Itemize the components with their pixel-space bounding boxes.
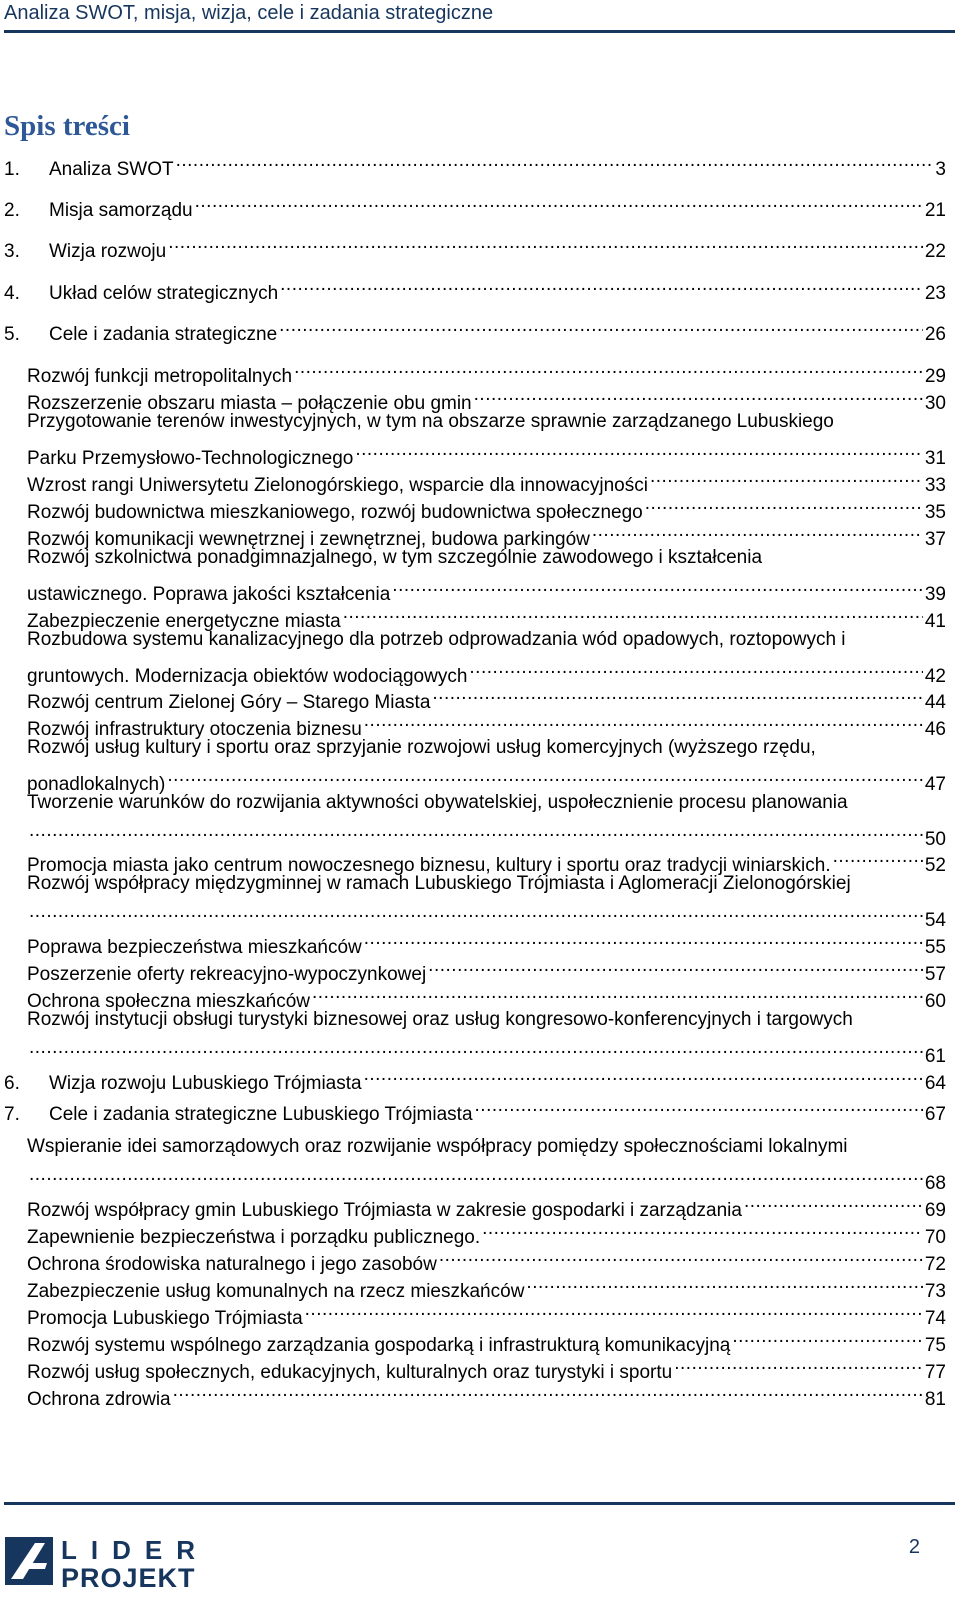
toc-entry-text: Ochrona zdrowia [27,1389,171,1410]
toc-entry-page: 22 [924,241,946,262]
logo-word-top: LIDER [61,1535,209,1565]
toc-entry-page: 77 [924,1362,946,1383]
toc-entry-text: Rozwój szkolnictwa ponadgimnazjalnego, w tym szczególnie zawodowego i kształcenia [27,547,763,568]
toc-entry-text: Rozwój współpracy międzygminnej w ramach Lubuskiego Trójmiasta i Aglomeracji Zielonogórskiej [27,873,851,894]
dot-leader [732,1323,923,1351]
dot-leader [650,463,923,491]
toc-entry-text: Rozszerzenie obszaru miasta – połączenie obu gmin [27,393,472,414]
toc-entry-page: 29 [924,366,946,387]
toc-entry[interactable] [4,229,946,262]
toc-entry-text-continued: ponadlokalnych) [27,774,166,795]
dot-leader [29,898,923,926]
dot-leader [833,843,923,871]
toc-entry[interactable] [4,271,946,304]
toc-entry-page: 60 [924,991,946,1012]
toc-entry-page: 74 [924,1308,946,1329]
dot-leader [592,517,923,545]
toc-entry-page: 42 [924,666,946,687]
toc-entry-page: 81 [924,1389,946,1410]
toc-entry-text: Rozwój usług społecznych, edukacyjnych, kulturalnych oraz turystyki i sportu [27,1362,673,1383]
dot-leader [469,654,922,682]
toc-entry[interactable] [27,1188,946,1221]
dot-leader [364,1061,923,1089]
dot-leader [355,436,923,464]
toc-entry-text: Rozwój współpracy gmin Lubuskiego Trójmiasta w zakresie gospodarki i zarządzania [27,1200,742,1221]
toc-entry-number: 1. [4,159,20,180]
toc-entry-text: Ochrona środowiska naturalnego i jego zasobów [27,1254,437,1275]
toc-entry[interactable] [27,870,946,931]
dot-leader [364,925,923,953]
toc-entry-text: Rozbudowa systemu kanalizacyjnego dla potrzeb odprowadzania wód opadowych, roztopowych i [27,629,846,650]
toc-entry-text: Cele i zadania strategiczne Lubuskiego Trójmiasta [49,1104,473,1125]
toc-entry-text: Zabezpieczenie usług komunalnych na rzecz mieszkańców [27,1281,525,1302]
toc-entry[interactable] [27,463,946,496]
toc-entry-page: 69 [924,1200,946,1221]
toc-entry-text: Tworzenie warunków do rozwijania aktywności obywatelskiej, uspołecznienie procesu planowania [27,792,848,813]
toc-entry-page: 46 [924,719,946,740]
dot-leader [279,312,923,340]
toc-entry[interactable] [27,1269,946,1302]
toc-entry-text: Rozwój budownictwa mieszkaniowego, rozwój budownictwa społecznego [27,502,643,523]
toc-entry-text: Rozwój funkcji metropolitalnych [27,366,293,387]
toc-entry[interactable] [27,354,946,387]
dot-leader [168,229,923,257]
toc-entry-number: 4. [4,283,20,304]
toc-entry[interactable] [27,1133,946,1194]
dot-leader [439,1242,923,1270]
toc-entry-page: 21 [924,200,946,221]
dot-leader [526,1269,922,1297]
dot-leader [294,354,923,382]
toc-entry-page: 61 [924,1046,946,1067]
header-title: Analiza SWOT, misja, wizja, cele i zadania strategiczne [4,2,494,24]
toc-entry-page: 39 [924,584,946,605]
dot-leader [173,1377,923,1405]
toc-entry-number: 7. [4,1104,20,1125]
toc-entry-text: Promocja Lubuskiego Trójmiasta [27,1308,303,1329]
dot-leader [167,762,922,790]
toc-entry[interactable] [27,517,946,550]
toc-entry[interactable] [27,1215,946,1248]
toc-entry-text: Promocja miasta jako centrum nowoczesnego biznesu, kultury i sportu oraz tradycji winiarskich. [27,855,831,876]
toc-entry-text: Przygotowanie terenów inwestycyjnych, w tym na obszarze sprawnie zarządzanego Lubuskiego [27,411,834,432]
toc-entry[interactable] [27,979,946,1012]
toc-entry[interactable] [4,188,946,221]
toc-entry[interactable] [27,408,946,469]
toc-entry-page: 72 [924,1254,946,1275]
toc-entry-page: 23 [924,283,946,304]
toc-entry-text: Ochrona społeczna mieszkańców [27,991,311,1012]
dot-leader [428,952,923,980]
toc-entry[interactable] [27,1350,946,1383]
toc-entry-text: Cele i zadania strategiczne [49,324,278,345]
dot-leader [364,707,923,735]
dot-leader [29,1161,923,1189]
dot-leader [475,1092,923,1120]
dot-leader [482,1215,923,1243]
toc-entry[interactable] [4,1092,946,1125]
dot-leader [195,188,923,216]
toc-entry-page: 30 [924,393,946,414]
toc-entry[interactable] [27,1006,946,1067]
lider-projekt-logo [5,1519,235,1609]
toc-entry[interactable] [27,925,946,958]
dot-leader [474,381,923,409]
dot-leader [29,1034,923,1062]
toc-entry-page: 37 [924,529,946,550]
toc-entry-page: 47 [924,774,946,795]
toc-entry-text-continued: gruntowych. Modernizacja obiektów wodociągowych [27,666,468,687]
toc-entry[interactable] [27,1296,946,1329]
toc-entry-text: Misja samorządu [49,200,193,221]
dot-leader [312,979,923,1007]
toc-entry-number: 5. [4,324,20,345]
toc-entry-text-continued: Parku Przemysłowo-Technologicznego [27,448,354,469]
page-footer [0,1500,960,1611]
toc-entry-page: 70 [924,1227,946,1248]
toc-entry-page: 57 [924,964,946,985]
toc-entry-page: 75 [924,1335,946,1356]
toc-entry-page: 64 [924,1073,946,1094]
header-rule [4,30,955,33]
toc-entry[interactable] [27,626,946,687]
toc-entry-text: Wizja rozwoju [49,241,167,262]
toc-entry[interactable] [4,1061,946,1094]
dot-leader [305,1296,923,1324]
toc-entry-page: 73 [924,1281,946,1302]
toc-entry-page: 68 [924,1173,946,1194]
toc-entry-text: Analiza SWOT [49,159,174,180]
toc-entry-page: 52 [924,855,946,876]
logo-word-bottom: PROJEKT [61,1563,196,1593]
toc-entry[interactable] [27,381,946,414]
dot-leader [645,490,923,518]
toc-entry-text: Zapewnienie bezpieczeństwa i porządku publicznego. [27,1227,481,1248]
toc-entry[interactable] [27,680,946,713]
toc-entry-number: 2. [4,200,20,221]
toc-entry-page: 31 [924,448,946,469]
toc-entry-text: Poszerzenie oferty rekreacyjno-wypoczynkowej [27,964,427,985]
toc-entry-page: 26 [924,324,946,345]
dot-leader [343,599,923,627]
dot-leader [432,680,922,708]
toc-entry[interactable] [27,734,946,795]
toc-entry[interactable] [27,1377,946,1410]
toc-entry-page: 67 [924,1104,946,1125]
toc-entry-page: 55 [924,937,946,958]
page-number: 2 [908,1536,920,1558]
toc-entry[interactable] [4,312,946,345]
toc-entry-page: 44 [924,692,946,713]
toc-entry-text: Rozwój centrum Zielonej Góry – Starego Miasta [27,692,431,713]
toc-entry-page: 50 [924,829,946,850]
toc-entry-text: Rozwój systemu wspólnego zarządzania gospodarką i infrastrukturą komunikacyjną [27,1335,731,1356]
toc-entry-text: Poprawa bezpieczeństwa mieszkańców [27,937,362,958]
toc-entry-text: Wzrost rangi Uniwersytetu Zielonogórskiego, wsparcie dla innowacyjności [27,475,648,496]
toc-entry[interactable] [27,1323,946,1356]
toc-entry-text: Zabezpieczenie energetyczne miasta [27,611,341,632]
running-header [0,0,960,40]
toc-entry[interactable] [27,599,946,632]
toc-title: Spis treści [4,110,130,142]
toc-entry-page: 54 [924,910,946,931]
toc-entry[interactable] [27,544,946,605]
toc-entry[interactable] [27,490,946,523]
footer-rule [4,1502,955,1505]
toc-entry-text: Rozwój usług kultury i sportu oraz sprzyjanie rozwojowi usług komercyjnych (wyższego rzędu, [27,737,816,758]
dot-leader [29,817,923,845]
toc-entry[interactable] [27,843,946,876]
toc-entry-page: 33 [924,475,946,496]
toc-entry[interactable] [27,1242,946,1275]
toc-entry-page: 35 [924,502,946,523]
toc-entry-text: Rozwój instytucji obsługi turystyki biznesowej oraz usług kongresowo-konferencyjnych i targowych [27,1009,853,1030]
dot-leader [280,271,923,299]
toc-entry-text-continued: ustawicznego. Poprawa jakości kształcenia [27,584,391,605]
toc-entry-text: Rozwój infrastruktury otoczenia biznesu [27,719,362,740]
toc-entry-text: Wizja rozwoju Lubuskiego Trójmiasta [49,1073,362,1094]
dot-leader [674,1350,923,1378]
toc-entry-page: 3 [935,159,946,180]
toc-entry[interactable] [27,707,946,740]
toc-entry[interactable] [4,147,946,180]
toc-entry-text: Rozwój komunikacji wewnętrznej i zewnętrznej, budowa parkingów [27,529,590,550]
dot-leader [744,1188,923,1216]
dot-leader [392,572,923,600]
toc-entry[interactable] [27,789,946,850]
dot-leader [176,147,934,175]
toc-entry-number: 6. [4,1073,20,1094]
toc-entry-number: 3. [4,241,20,262]
toc-entry-text: Układ celów strategicznych [49,283,279,304]
toc-entry-page: 41 [924,611,946,632]
toc-entry[interactable] [27,952,946,985]
toc-entry-text: Wspieranie idei samorządowych oraz rozwijanie współpracy pomiędzy społecznościami lokalnymi [27,1136,848,1157]
